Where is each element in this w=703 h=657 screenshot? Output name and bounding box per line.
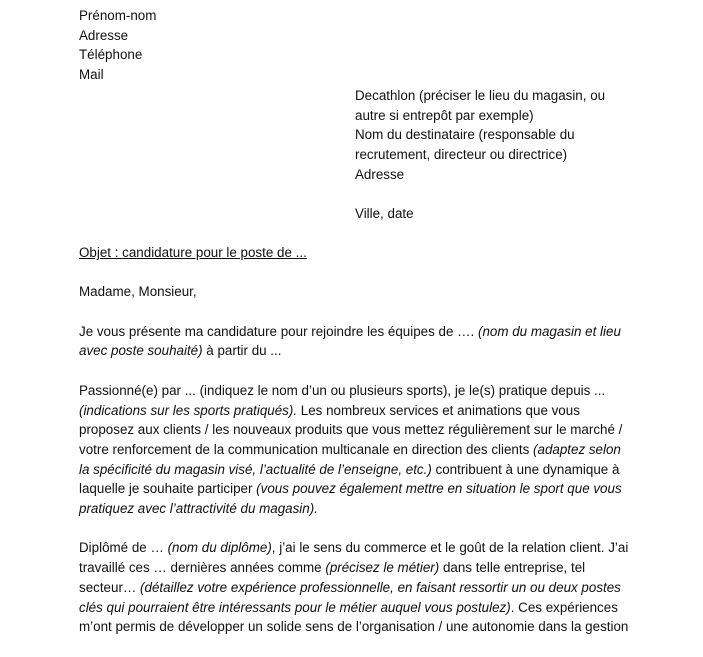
paragraph-3-line-3 <box>79 578 639 598</box>
text-run: contribuent à une dynamique à <box>431 461 620 477</box>
italic-run: la spécificité du magasin visé, l’actualité de l’enseigne, etc.) <box>79 461 432 477</box>
paragraph-2-line-3: proposez aux clients / les nouveaux produits que vous mettez régulièrement sur le marché / <box>79 422 623 438</box>
recipient-company-line-2: autre si entrepôt par exemple) <box>355 107 534 123</box>
text-run: votre renforcement de la communication multicanale en direction des clients <box>79 441 534 457</box>
text-run: à partir du ... <box>202 343 282 359</box>
paragraph-2-line-6 <box>79 479 639 499</box>
paragraph-2-line-7 <box>79 499 639 519</box>
paragraph-2 <box>79 381 639 519</box>
paragraph-2-line-4 <box>79 440 639 460</box>
italic-run: (détaillez votre expérience professionnelle, en faisant ressortir un ou deux postes <box>140 579 621 595</box>
text-run: travaillé ces … dernières années comme <box>79 560 326 576</box>
sender-address: Adresse <box>79 27 129 43</box>
text-run: . Ces expériences <box>510 599 618 615</box>
italic-run: (indications sur les sports pratiqués). <box>79 402 298 418</box>
recipient-gap <box>355 185 655 205</box>
italic-run: (adaptez selon <box>533 441 621 457</box>
paragraph-2-line-5 <box>79 460 639 480</box>
paragraph-3-line-4 <box>79 598 639 618</box>
letter-body <box>79 243 639 657</box>
recipient-address: Adresse <box>355 166 405 182</box>
paragraph-3-line-2 <box>79 558 639 578</box>
paragraph-3-line-5: m’ont permis de développer un solide sens de l’organisation / une autonomie dans la gestion <box>79 619 629 635</box>
recipient-contact-line-1: Nom du destinataire (responsable du <box>355 127 575 143</box>
sender-name: Prénom-nom <box>79 8 157 23</box>
city-date: Ville, date <box>355 206 414 222</box>
salutation: Madame, Monsieur, <box>79 284 197 300</box>
sender-phone: Téléphone <box>79 47 143 63</box>
paragraph-3-line-1 <box>79 538 639 558</box>
recipient-block <box>355 86 655 224</box>
paragraph-2-line-1: Passionné(e) par ... (indiquez le nom d’un ou plusieurs sports), je le(s) pratique depuis ... <box>79 382 606 398</box>
paragraph-1 <box>79 322 639 361</box>
text-run: laquelle je souhaite participer <box>79 481 257 497</box>
sender-mail: Mail <box>79 67 104 83</box>
text-run: , j’ai le sens du commerce et le goût de la relation client. J’ai <box>271 540 629 556</box>
subject-paragraph <box>79 243 639 263</box>
paragraph-2-line-2 <box>79 401 639 421</box>
italic-run: (vous pouvez également mettre en situation le sport que vous <box>256 481 622 497</box>
italic-run: clés qui pourraient être intéressants pour le métier auquel vous postulez) <box>79 599 511 615</box>
letter-subject: Objet : candidature pour le poste de ... <box>79 245 307 260</box>
text-run: Je vous présente ma candidature pour rejoindre les équipes de …. <box>79 323 478 339</box>
italic-run: (nom du diplôme) <box>167 540 272 556</box>
salutation-paragraph <box>79 282 639 302</box>
recipient-company-line-1: Decathlon (préciser le lieu du magasin, ou <box>355 88 606 103</box>
sender-block <box>79 6 379 85</box>
paragraph-3 <box>79 538 639 637</box>
recipient-contact-line-2: recrutement, directeur ou directrice) <box>355 147 568 163</box>
text-run: Les nombreux services et animations que vous <box>297 402 580 418</box>
text-run: dans telle entreprise, tel <box>439 560 586 576</box>
italic-run: pratiquez avec l’attractivité du magasin). <box>79 501 318 517</box>
paragraph-1-line-1 <box>79 322 639 342</box>
italic-run: avec poste souhaité) <box>79 343 203 359</box>
paragraph-1-line-2 <box>79 341 639 361</box>
text-run: Diplômé de … <box>79 540 168 556</box>
italic-run: (précisez le métier) <box>325 560 440 576</box>
italic-run: (nom du magasin et lieu <box>477 323 621 339</box>
text-run: secteur… <box>79 579 141 595</box>
